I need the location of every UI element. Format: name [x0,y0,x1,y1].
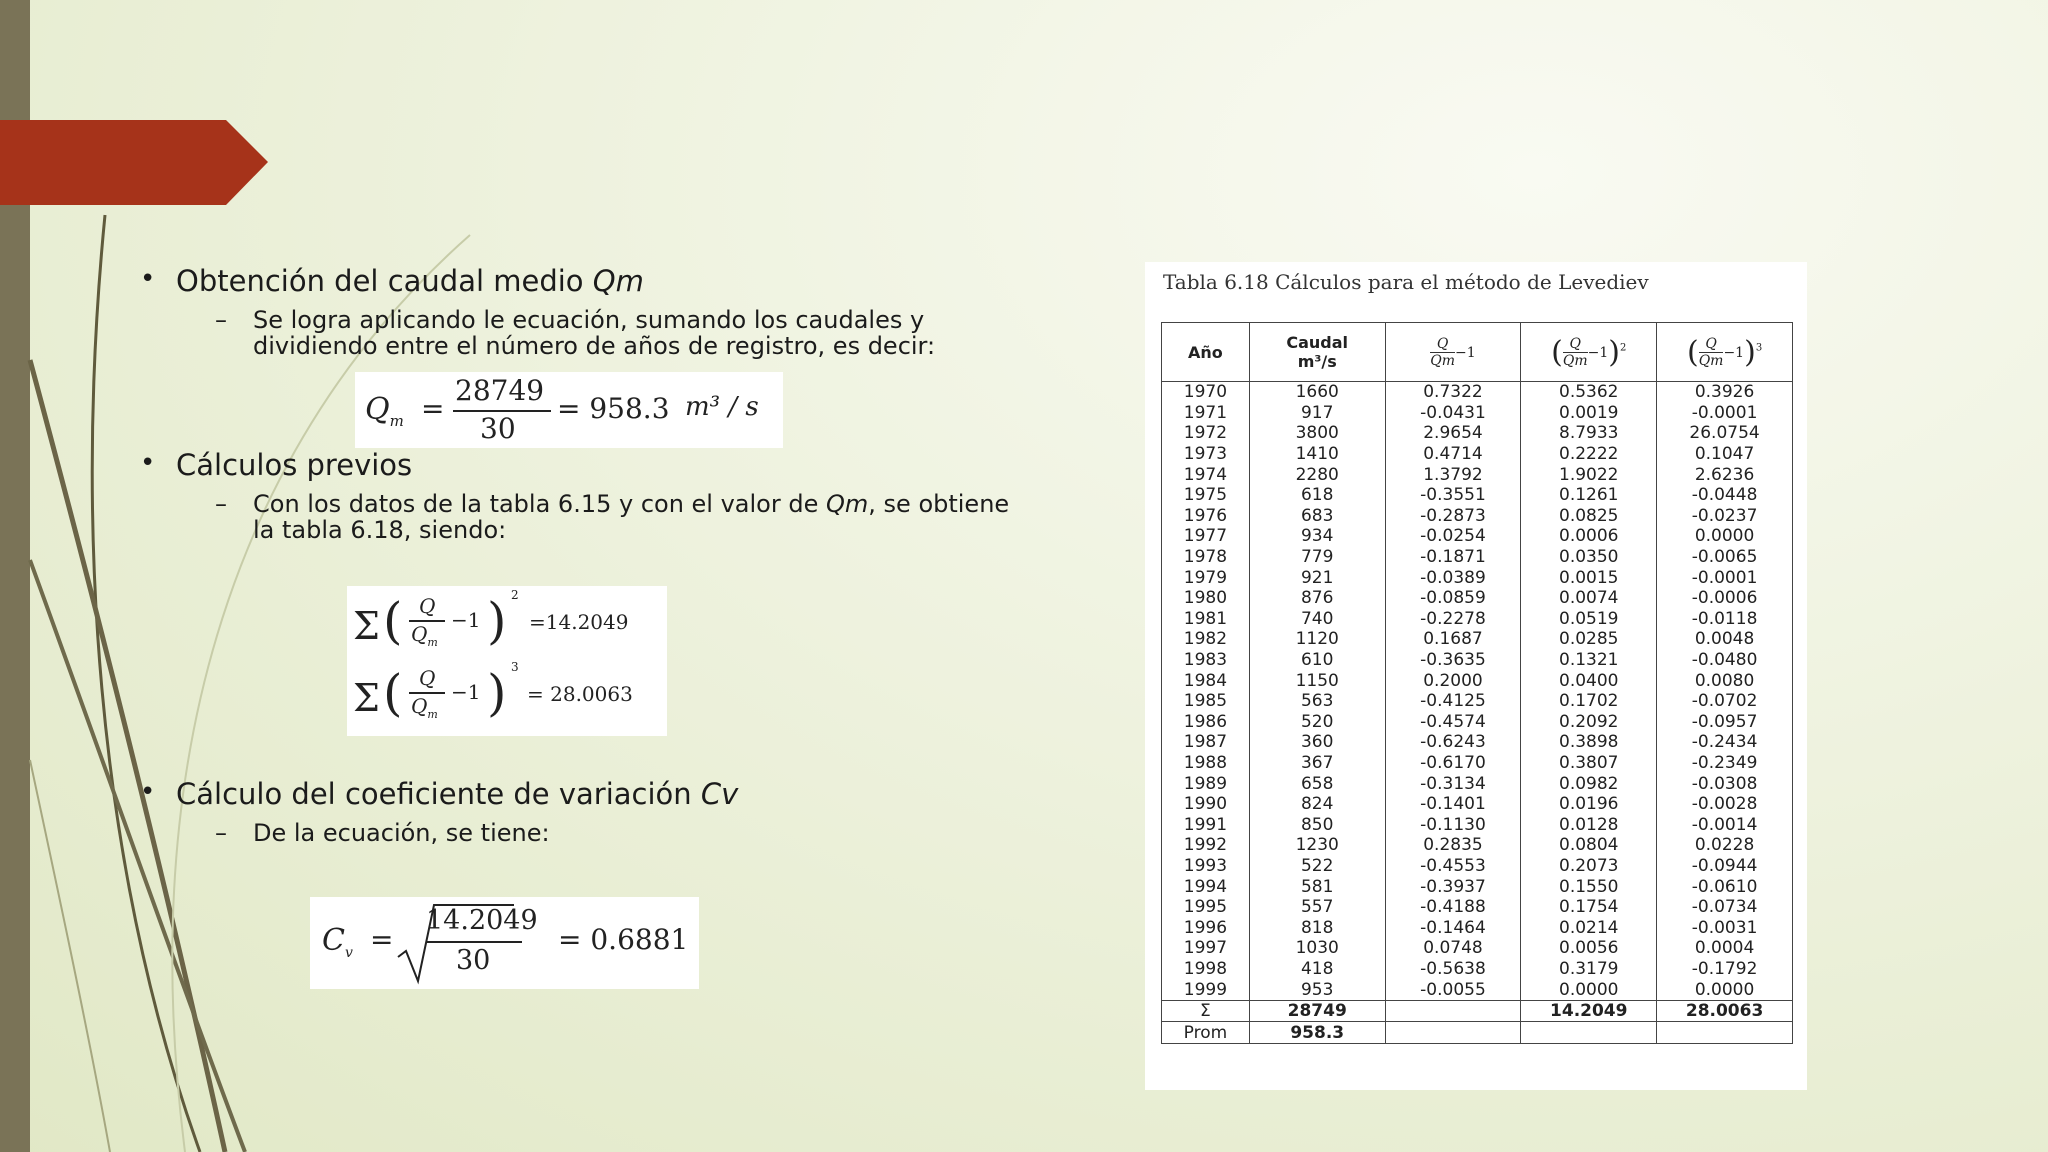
table-cell: 1660 [1249,382,1385,403]
frac-den-sub: m [427,708,438,721]
table-cell: 8.7933 [1521,423,1657,444]
exponent: 3 [511,660,519,674]
formula-lhs-sub: m [389,412,404,430]
table-cell: -0.1401 [1385,794,1521,815]
table-cell: -0.3134 [1385,773,1521,794]
header-ratio-cubed: ( $\frac{Q}{Qm}$ −1)$^3$ [1657,323,1793,382]
table-cell: 0.1754 [1521,897,1657,918]
table-row [1162,382,1793,403]
table-row [1162,773,1793,794]
table-cell: -0.0031 [1657,917,1793,938]
header-ratio-num: Q [1430,336,1455,353]
formula-lhs: C [322,923,345,958]
table-cell: 0.1321 [1521,650,1657,671]
table-cell: -0.4125 [1385,691,1521,712]
table-cell: 0.2073 [1521,856,1657,877]
header-ratio-num: Q [1699,336,1724,353]
average-cell: Prom [1162,1022,1250,1044]
table-cell: 850 [1249,814,1385,835]
table-cell: -0.6170 [1385,753,1521,774]
formula-result: = 0.6881 [558,923,689,956]
table-cell: -0.3635 [1385,650,1521,671]
formula-result: = 958.3 [557,392,670,425]
sum-cell: Σ [1162,1000,1250,1022]
sum-row [1162,1000,1793,1022]
table-row [1162,794,1793,815]
formula-unit: m³ / s [685,392,759,422]
table-cell: -0.2278 [1385,609,1521,630]
table-cell: 1.3792 [1385,464,1521,485]
table-cell: -0.0308 [1657,773,1793,794]
table-cell: 0.3926 [1657,382,1793,403]
sum-result: =14.2049 [529,610,629,634]
table-cell: -0.0118 [1657,609,1793,630]
table-cell: 1993 [1162,856,1250,877]
header-flow-label: Caudal [1286,333,1349,352]
table-cell: 0.0006 [1521,526,1657,547]
table-cell: 581 [1249,876,1385,897]
table-cell: 1991 [1162,814,1250,835]
table-row [1162,609,1793,630]
table-cell: -0.0610 [1657,876,1793,897]
table-cell: 1998 [1162,959,1250,980]
table-cell: 360 [1249,732,1385,753]
table-cell: 683 [1249,506,1385,527]
table-cell: -0.0734 [1657,897,1793,918]
header-ratio-den: Qm [1698,352,1724,369]
bullet-caudal-medio [176,264,644,298]
table-cell: 618 [1249,485,1385,506]
table-cell: 1988 [1162,753,1250,774]
table-cell: 3800 [1249,423,1385,444]
table-cell: -0.1464 [1385,917,1521,938]
bullet-calculos-previos [176,448,412,482]
formula-qm: $Q_m$ = 28749 30 = 958.3 m³ / s [355,372,783,448]
table-row [1162,423,1793,444]
table-row [1162,629,1793,650]
table-cell: 0.0748 [1385,938,1521,959]
table-cell: 1979 [1162,567,1250,588]
table-row [1162,567,1793,588]
table-cell: 0.3807 [1521,753,1657,774]
table-cell: 1970 [1162,382,1250,403]
sub-bullet-var: Qm [826,490,869,518]
table-cell: -0.3937 [1385,876,1521,897]
table-row [1162,876,1793,897]
table-cell: 1994 [1162,876,1250,897]
table-row [1162,691,1793,712]
sub-bullet-line: – Se logra aplicando le ecuación, sumando los caudales y [253,306,925,334]
formula-lhs-sub: v [344,945,353,961]
table-cell: 563 [1249,691,1385,712]
sub-bullet-line: – De la ecuación, se tiene: [253,819,550,847]
header-ratio-den: Qm [1562,352,1588,369]
table-cell: 0.1047 [1657,444,1793,465]
table-cell: 0.2222 [1521,444,1657,465]
sub-bullet-coeficiente-variacion [253,820,550,846]
bullet-title: Cálculos previos [176,448,413,482]
table-cell: 0.1687 [1385,629,1521,650]
table-cell: 1992 [1162,835,1250,856]
table-row [1162,979,1793,1000]
table-cell: -0.2873 [1385,506,1521,527]
table-row [1162,732,1793,753]
table-row [1162,835,1793,856]
table-cell: -0.0028 [1657,794,1793,815]
table-cell: 520 [1249,712,1385,733]
table-row [1162,814,1793,835]
formula-sums: Σ ( Q $Q_m$ −1 ) 2 =14.2049 Σ ( Q $Q_m$ −1 ) 3 = 28.0063 [347,586,667,736]
table-cell: 610 [1249,650,1385,671]
table-cell: 0.5362 [1521,382,1657,403]
table-cell: 1983 [1162,650,1250,671]
table-cell: -0.6243 [1385,732,1521,753]
table-cell: -0.2349 [1657,753,1793,774]
table-cell: -0.0001 [1657,567,1793,588]
sub-bullet-text: , se obtiene [868,490,1010,518]
table-cell: 0.2092 [1521,712,1657,733]
table-cell: 0.0019 [1521,403,1657,424]
exponent: 2 [511,588,519,602]
table-cell: 1972 [1162,423,1250,444]
header-ratio-den: Qm [1430,352,1456,369]
header-minus-one: −1 [1587,344,1609,361]
table-cell: 0.4714 [1385,444,1521,465]
table-cell: 418 [1249,959,1385,980]
table-cell: 0.1550 [1521,876,1657,897]
header-minus-one: −1 [1723,344,1745,361]
table-row [1162,526,1793,547]
table-cell: 917 [1249,403,1385,424]
table-cell: 1410 [1249,444,1385,465]
table-cell: -0.0065 [1657,547,1793,568]
table-cell: 557 [1249,897,1385,918]
table-cell: 1984 [1162,670,1250,691]
table-cell: 1985 [1162,691,1250,712]
sum-cell: 28.0063 [1657,1000,1793,1022]
header-flow [1249,323,1385,382]
header-ratio [1385,323,1521,382]
table-cell: 1999 [1162,979,1250,1000]
sum-result: = 28.0063 [527,682,633,706]
average-cell: 958.3 [1249,1022,1385,1044]
frac-den: Q [411,622,428,646]
table-cell: -0.0702 [1657,691,1793,712]
table-cell: -0.0389 [1385,567,1521,588]
table-row [1162,506,1793,527]
table-cell: 0.0000 [1657,979,1793,1000]
table-cell: -0.0055 [1385,979,1521,1000]
table-cell: -0.4574 [1385,712,1521,733]
formula-denominator: 30 [480,412,516,445]
table-cell: 0.7322 [1385,382,1521,403]
table-cell: 2280 [1249,464,1385,485]
table-cell: 0.0825 [1521,506,1657,527]
table-cell: -0.0431 [1385,403,1521,424]
table-cell: 0.0350 [1521,547,1657,568]
table-row [1162,547,1793,568]
sub-bullet-calculos-previos [253,491,1009,543]
table-cell: 0.1702 [1521,691,1657,712]
table-cell: 876 [1249,588,1385,609]
sum-cell: 28749 [1249,1000,1385,1022]
table-cell: 1150 [1249,670,1385,691]
table-cell: -0.4553 [1385,856,1521,877]
table-cell: -0.0014 [1657,814,1793,835]
table-cell: 0.0004 [1657,938,1793,959]
header-exponent: 2 [1619,342,1627,354]
bullet-coeficiente-variacion [176,777,738,811]
table-row [1162,588,1793,609]
table-cell: 0.0228 [1657,835,1793,856]
table-row [1162,650,1793,671]
table-cell: 1982 [1162,629,1250,650]
table-cell: 1974 [1162,464,1250,485]
table-cell: -0.1792 [1657,959,1793,980]
sum-cell: 14.2049 [1521,1000,1657,1022]
table-row [1162,485,1793,506]
header-exponent: 3 [1755,342,1763,354]
bullet-title-var: Qm [592,264,644,298]
table-cell: 2.6236 [1657,464,1793,485]
sub-bullet-text: Con los datos de la tabla 6.15 y con el valor de [253,490,826,518]
table-cell: 1981 [1162,609,1250,630]
table-cell: -0.3551 [1385,485,1521,506]
header-year: Año [1162,323,1250,382]
table-row [1162,403,1793,424]
table-cell: 1987 [1162,732,1250,753]
table-cell: 0.0982 [1521,773,1657,794]
table-cell: 1.9022 [1521,464,1657,485]
table-cell: 1997 [1162,938,1250,959]
table-cell: -0.0237 [1657,506,1793,527]
table-row [1162,712,1793,733]
formula-lhs: Q [365,392,390,427]
table-row [1162,938,1793,959]
table-cell: -0.0859 [1385,588,1521,609]
table-cell: 1980 [1162,588,1250,609]
table-cell: 1977 [1162,526,1250,547]
frac-num: Q [419,594,436,618]
table-cell: 1995 [1162,897,1250,918]
sum-cell [1385,1000,1521,1022]
table-row [1162,959,1793,980]
table-cell: -0.5638 [1385,959,1521,980]
table-cell: -0.1130 [1385,814,1521,835]
sub-bullet-caudal-medio [253,307,935,359]
table-cell: 824 [1249,794,1385,815]
table-cell: 1030 [1249,938,1385,959]
table-cell: 0.0015 [1521,567,1657,588]
title-arrow-banner [0,120,268,205]
table-cell: 0.0804 [1521,835,1657,856]
levediev-table [1161,322,1793,1044]
table-cell: 0.0074 [1521,588,1657,609]
table-cell: 0.0000 [1657,526,1793,547]
table-cell: 1976 [1162,506,1250,527]
table-cell: 522 [1249,856,1385,877]
table-cell: 0.0285 [1521,629,1657,650]
table-cell: -0.4188 [1385,897,1521,918]
frac-den: Q [411,694,428,718]
formula-numerator: 14.2049 [426,905,538,936]
table-cell: 1971 [1162,403,1250,424]
table-row [1162,464,1793,485]
table-cell: 953 [1249,979,1385,1000]
table-row [1162,753,1793,774]
table-cell: 779 [1249,547,1385,568]
table-cell: -0.0957 [1657,712,1793,733]
table-cell: 658 [1249,773,1385,794]
minus-one: −1 [451,608,481,632]
table-cell: 0.3179 [1521,959,1657,980]
table-cell: 0.3898 [1521,732,1657,753]
table-cell: 1975 [1162,485,1250,506]
minus-one: −1 [451,680,481,704]
table-cell: -0.0448 [1657,485,1793,506]
average-row [1162,1022,1793,1044]
frac-den-sub: m [427,636,438,649]
table-cell: 2.9654 [1385,423,1521,444]
table-cell: 0.1261 [1521,485,1657,506]
bullet-title-var: Cv [700,777,739,811]
table-cell: 0.0000 [1521,979,1657,1000]
table-cell: 1990 [1162,794,1250,815]
table-cell: 934 [1249,526,1385,547]
average-cell [1521,1022,1657,1044]
levediev-table-panel [1145,262,1807,1090]
table-cell: 0.0519 [1521,609,1657,630]
table-cell: -0.0944 [1657,856,1793,877]
table-cell: 0.0400 [1521,670,1657,691]
table-cell: 0.0128 [1521,814,1657,835]
header-minus-one: −1 [1455,344,1476,361]
header-ratio-num: Q [1563,336,1588,353]
table-cell: 0.0196 [1521,794,1657,815]
bullet-title: Cálculo del coeficiente de variación [176,777,701,811]
table-cell: 0.0214 [1521,917,1657,938]
table-row [1162,856,1793,877]
header-ratio-squared: ( $\frac{Q}{Qm}$ −1)$^2$ [1521,323,1657,382]
table-cell: 1996 [1162,917,1250,938]
average-cell [1385,1022,1521,1044]
sigma-symbol: Σ [353,676,380,720]
formula-cv: $C_v$ = 14.2049 30 = 0.6881 [310,897,699,989]
table-row [1162,444,1793,465]
table-cell: 0.2000 [1385,670,1521,691]
table-cell: 1978 [1162,547,1250,568]
table-cell: -0.0001 [1657,403,1793,424]
table-row [1162,670,1793,691]
table-cell: 0.0056 [1521,938,1657,959]
table-cell: 818 [1249,917,1385,938]
table-cell: 1230 [1249,835,1385,856]
table-cell: -0.0480 [1657,650,1793,671]
table-cell: -0.0254 [1385,526,1521,547]
table-row [1162,917,1793,938]
sub-bullet-line: dividiendo entre el número de años de registro, es decir: [253,332,936,360]
sigma-symbol: Σ [353,604,380,648]
formula-denominator: 30 [456,945,491,976]
table-cell: 0.0048 [1657,629,1793,650]
table-header-row [1162,323,1793,382]
table-cell: 367 [1249,753,1385,774]
table-cell: 1973 [1162,444,1250,465]
table-cell: -0.2434 [1657,732,1793,753]
table-cell: 0.2835 [1385,835,1521,856]
bullet-title: Obtención del caudal medio [176,264,593,298]
header-flow-unit: m³/s [1297,352,1337,371]
table-row [1162,897,1793,918]
frac-num: Q [419,666,436,690]
table-cell: 740 [1249,609,1385,630]
formula-numerator: 28749 [455,374,545,407]
average-cell [1657,1022,1793,1044]
table-cell: 26.0754 [1657,423,1793,444]
sub-bullet-line: la tabla 6.18, siendo: [253,516,507,544]
table-body [1162,382,1793,1001]
table-cell: 1120 [1249,629,1385,650]
table-cell: 0.0080 [1657,670,1793,691]
table-title: Tabla 6.18 Cálculos para el método de Levediev [1163,270,1649,294]
table-cell: 921 [1249,567,1385,588]
table-cell: 1989 [1162,773,1250,794]
table-cell: -0.1871 [1385,547,1521,568]
table-cell: -0.0006 [1657,588,1793,609]
table-cell: 1986 [1162,712,1250,733]
